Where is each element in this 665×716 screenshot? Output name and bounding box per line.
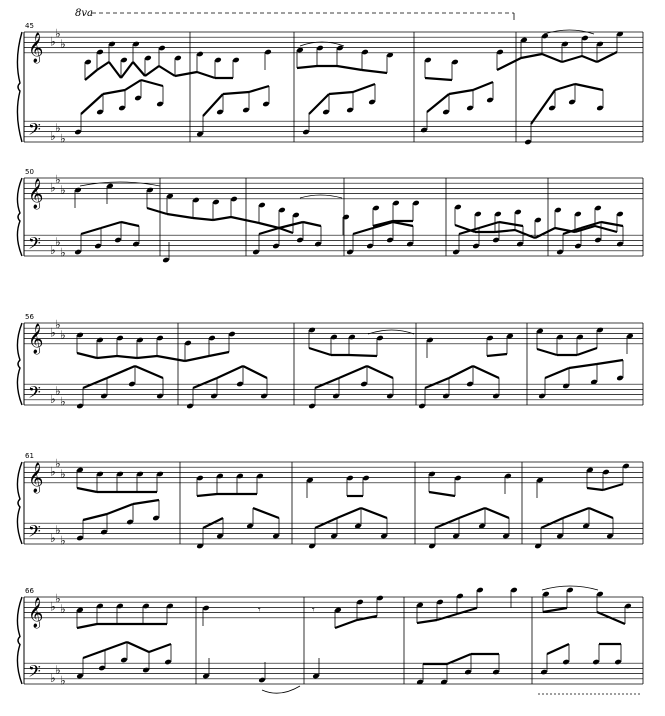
note-beam <box>479 222 499 228</box>
note-beam <box>125 80 141 90</box>
note-beam <box>193 218 213 220</box>
note-beam <box>83 514 107 520</box>
note-beam <box>209 352 229 356</box>
note-beam <box>447 654 471 664</box>
bass-staff <box>24 118 643 143</box>
tie <box>262 686 300 693</box>
note-beam <box>339 366 367 378</box>
note-beam <box>297 66 317 68</box>
note-beam <box>459 508 485 518</box>
treble-clef: 𝄞 <box>28 178 44 209</box>
key-flat: ♭ <box>55 172 61 187</box>
note-beam <box>145 66 159 76</box>
note-beam <box>193 378 217 388</box>
note-beam <box>603 484 623 490</box>
key-flat: ♭ <box>55 591 61 606</box>
note-beam <box>279 228 293 233</box>
note-beam <box>497 58 521 70</box>
key-flat: ♭ <box>55 456 61 471</box>
note-beam <box>417 620 437 623</box>
note-beam <box>563 508 589 518</box>
brace <box>17 178 22 256</box>
note-beam <box>487 354 507 356</box>
note-beam <box>81 228 101 234</box>
note-beam <box>547 644 569 654</box>
note-beam <box>127 642 149 652</box>
note-beam <box>429 492 455 496</box>
note-beam <box>337 66 362 70</box>
note-beam <box>83 650 105 658</box>
note-beam <box>185 356 209 361</box>
note-beam <box>259 223 279 228</box>
key-flat: ♭ <box>60 467 66 481</box>
note-beam <box>495 230 515 232</box>
key-flat: ♭ <box>50 530 56 545</box>
system-2 <box>17 168 643 263</box>
tie <box>300 195 342 198</box>
note-beam <box>361 508 387 518</box>
note-beam <box>133 500 159 504</box>
bass-clef: 𝄢 <box>28 520 41 545</box>
brace <box>17 323 22 405</box>
note-beam <box>85 70 97 80</box>
note-beam <box>175 72 197 76</box>
treble-clef: 𝄞 <box>28 597 44 628</box>
note-beam <box>309 348 331 355</box>
key-flat: ♭ <box>50 180 56 195</box>
note-beam <box>582 56 597 62</box>
note-beam <box>425 378 449 388</box>
system-4 <box>17 452 643 549</box>
system-5 <box>17 586 643 694</box>
note-beam <box>542 54 562 62</box>
measure-number: 61 <box>25 452 34 460</box>
key-flat: ♭ <box>50 391 56 406</box>
key-flat: ♭ <box>60 245 66 260</box>
note-beam <box>337 508 361 518</box>
systems-layer <box>17 8 643 694</box>
bass-clef: 𝄢 <box>28 232 41 257</box>
note-beam <box>575 84 603 90</box>
note-beam <box>555 84 575 90</box>
note-beam <box>149 644 171 652</box>
key-flat: ♭ <box>55 523 61 537</box>
note-beam <box>353 228 373 234</box>
note-beam <box>133 62 145 76</box>
note-beam <box>121 62 133 78</box>
key-flat: ♭ <box>60 37 66 51</box>
note-beam <box>535 228 555 238</box>
note-beam <box>97 62 109 70</box>
note-beam <box>101 222 121 228</box>
measure-number: 50 <box>25 168 34 176</box>
note-beam <box>569 364 597 368</box>
note-beam <box>335 620 357 628</box>
note-beam <box>521 54 542 58</box>
note-beam <box>425 78 452 80</box>
bass-staff <box>24 381 643 406</box>
note-beam <box>77 353 97 358</box>
note-beam <box>367 366 393 378</box>
note-beam <box>601 222 623 226</box>
treble-staff <box>24 32 643 53</box>
note-beam <box>473 82 493 90</box>
key-flat: ♭ <box>55 121 61 135</box>
note-beam <box>473 366 499 378</box>
key-flat: ♭ <box>50 242 56 257</box>
note-beam <box>197 72 215 78</box>
note-beam <box>159 66 175 76</box>
note-beam <box>329 92 353 94</box>
note-beam <box>103 90 125 94</box>
bass-staff <box>24 520 643 545</box>
key-flat: ♭ <box>50 128 56 143</box>
note-beam <box>537 349 557 355</box>
brace <box>17 597 22 684</box>
note-beam <box>167 214 193 218</box>
note-beam <box>105 642 127 650</box>
key-flat: ♭ <box>50 34 56 49</box>
note-beam <box>249 86 269 92</box>
note-beam <box>349 355 377 356</box>
key-flat: ♭ <box>60 533 66 548</box>
key-flat: ♭ <box>60 602 66 616</box>
note-beam <box>577 348 597 355</box>
note-beam <box>121 222 139 226</box>
brace <box>17 462 22 544</box>
key-flat: ♭ <box>60 131 66 146</box>
note-beam <box>197 494 217 496</box>
note-beam <box>315 378 339 388</box>
key-flat: ♭ <box>60 673 66 688</box>
bass-staff <box>24 660 643 685</box>
note-beam <box>259 228 279 234</box>
note-beam <box>157 356 185 361</box>
key-flat: ♭ <box>50 464 56 479</box>
note-beam <box>515 230 535 238</box>
note-beam <box>595 226 617 232</box>
note-beam <box>117 356 137 358</box>
note-beam <box>437 614 457 620</box>
note-beam <box>253 508 279 518</box>
system-3 <box>17 313 643 409</box>
note-beam <box>77 624 97 628</box>
note-beam <box>83 378 107 388</box>
note-beam <box>543 608 567 612</box>
note-beam <box>589 508 613 518</box>
note-beam <box>597 360 623 364</box>
note-beam <box>279 222 303 228</box>
note-beam <box>499 222 523 226</box>
note-beam <box>141 80 163 86</box>
note-beam <box>587 488 603 490</box>
treble-clef: 𝄞 <box>28 462 44 493</box>
bass-clef: 𝄢 <box>28 118 41 143</box>
measure-number: 45 <box>25 22 34 30</box>
note-beam <box>545 368 569 378</box>
key-flat: ♭ <box>50 599 56 614</box>
tie <box>80 182 160 186</box>
note-beam <box>107 366 135 378</box>
note-beam <box>109 62 121 78</box>
key-flat: ♭ <box>60 394 66 409</box>
eighth-rest: 𝄾 <box>312 605 315 616</box>
note-beam <box>217 366 243 378</box>
key-flat: ♭ <box>55 26 61 41</box>
key-flat: ♭ <box>60 328 66 342</box>
treble-clef: 𝄞 <box>28 32 44 63</box>
treble-clef: 𝄞 <box>28 323 44 354</box>
key-flat: ♭ <box>50 670 56 685</box>
treble-staff <box>24 178 643 199</box>
eighth-rest: 𝄾 <box>258 605 261 616</box>
system-1 <box>17 8 643 145</box>
note-beam <box>137 356 157 358</box>
note-beam <box>353 84 375 92</box>
note-beam <box>597 52 617 62</box>
note-beam <box>135 366 163 378</box>
key-flat: ♭ <box>50 325 56 340</box>
note-beam <box>303 222 321 226</box>
note-beam <box>147 208 167 214</box>
note-beam <box>393 222 413 226</box>
note-beam <box>107 504 133 514</box>
note-beam <box>213 217 231 220</box>
key-flat: ♭ <box>55 235 61 249</box>
note-beam <box>362 70 387 73</box>
note-beam <box>427 94 449 112</box>
note-beam <box>457 608 477 614</box>
note-beam <box>243 366 267 378</box>
note-beam <box>562 56 582 62</box>
brace <box>17 32 22 142</box>
note-beam <box>97 356 117 358</box>
key-flat: ♭ <box>55 663 61 677</box>
key-flat: ♭ <box>55 317 61 332</box>
note-beam <box>231 217 259 223</box>
measure-number: 66 <box>25 587 34 595</box>
measure-number: 56 <box>25 313 34 321</box>
note-beam <box>449 366 473 378</box>
key-flat: ♭ <box>55 384 61 398</box>
note-beam <box>449 90 473 94</box>
key-flat: ♭ <box>60 183 66 197</box>
bass-clef: 𝄢 <box>28 381 41 406</box>
ottava-label: 8va <box>75 8 93 19</box>
bass-clef: 𝄢 <box>28 660 41 685</box>
note-beam <box>223 92 249 94</box>
note-beam <box>485 508 509 518</box>
note-beam <box>77 488 97 492</box>
